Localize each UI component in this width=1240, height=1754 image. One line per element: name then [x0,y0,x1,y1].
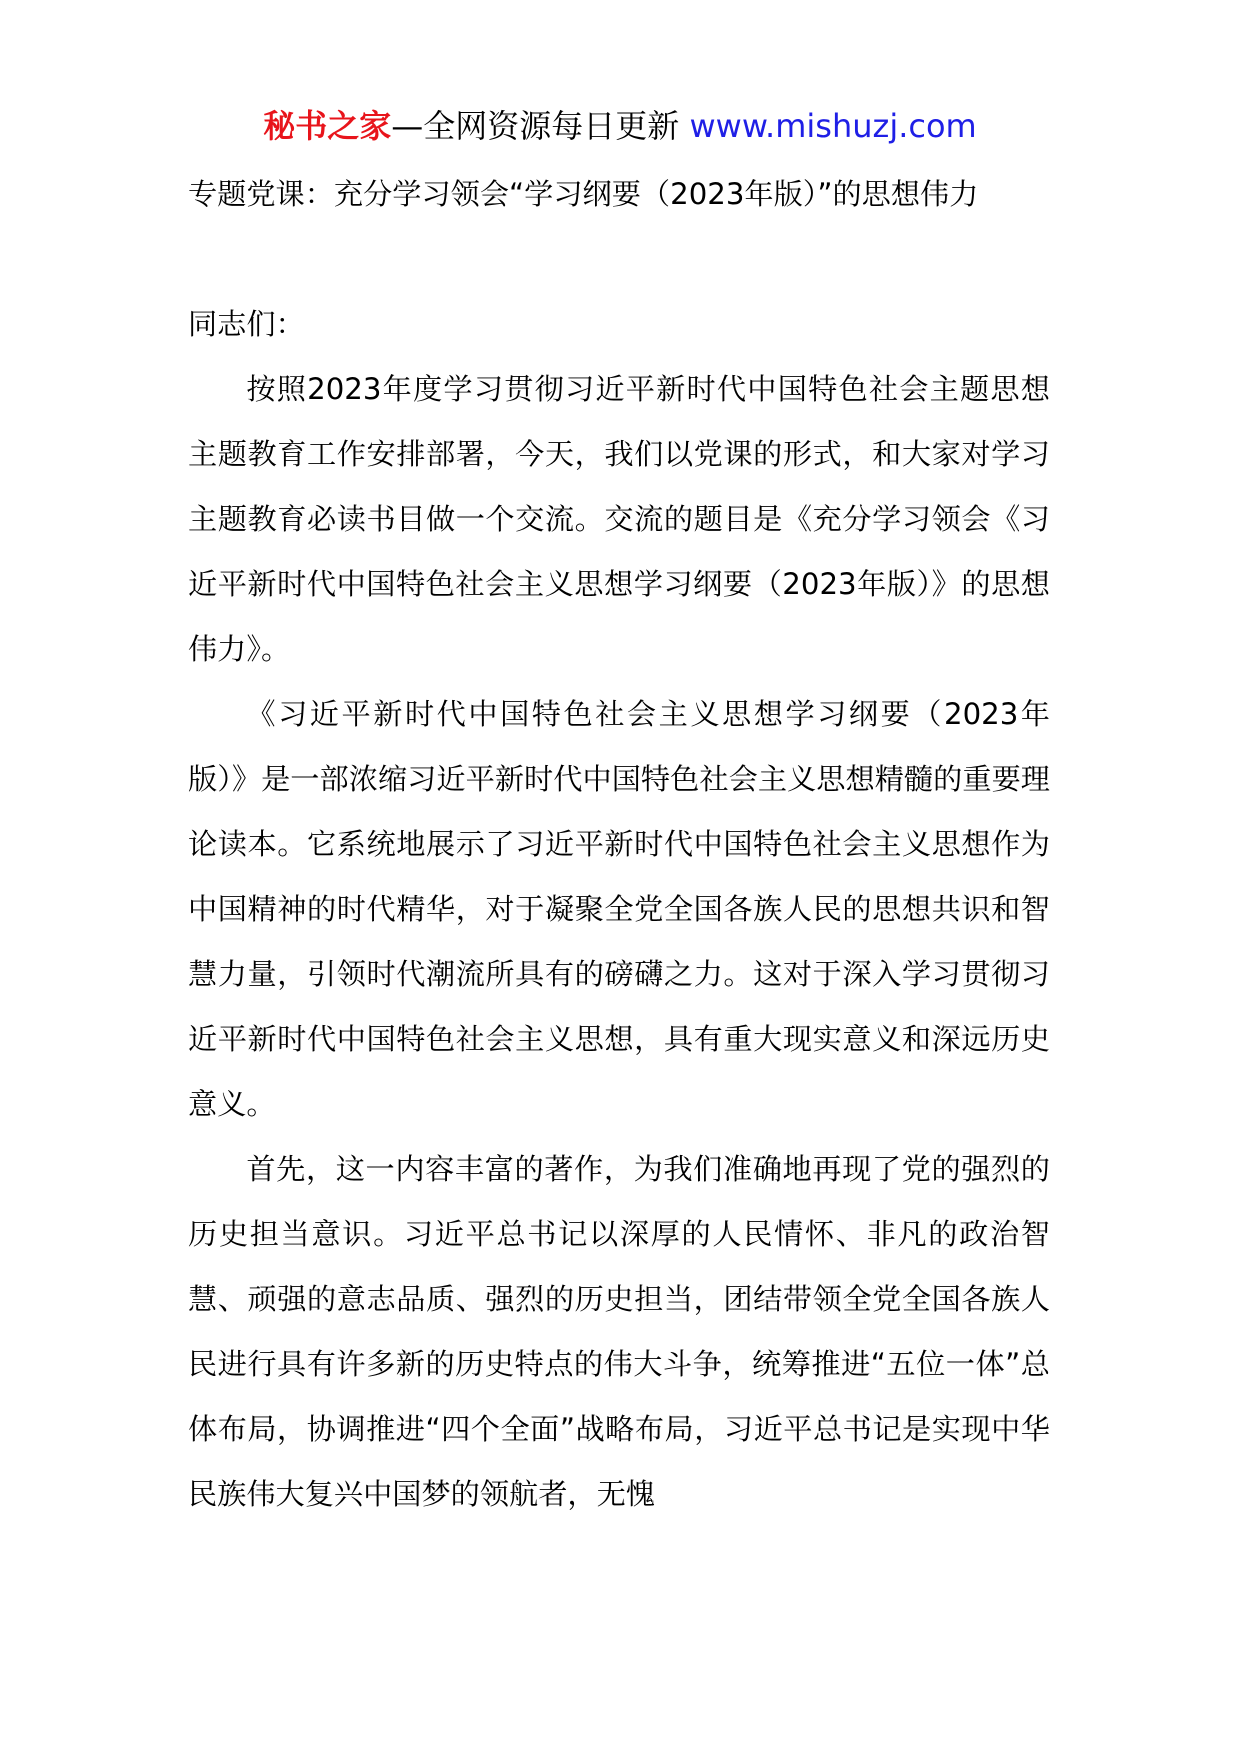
document-body [188,162,1050,1527]
document-title: 专题党课：充分学习领会“学习纲要（2023年版）”的思想伟力 [188,177,979,211]
blank-line [188,227,1050,292]
salutation: 同志们： [188,307,305,341]
paragraph-3: 首先，这一内容丰富的著作，为我们准确地再现了党的强烈的历史担当意识。习近平总书记以深厚的人民情怀、非凡的政治智慧、顽强的意志品质、强烈的历史担当，团结带领全党全国各族人民进行具有许多新的历史特点的伟大斗争，统筹推进“五位一体”总体布局，协调推进“四个全面”战略布局，习近平总书记是实现中华民族伟大复兴中国梦的领航者，无愧 [188,1152,1050,1511]
watermark-header [0,96,1240,156]
brand-tagline: —全网资源每日更新 [391,107,680,145]
paragraph-1: 按照2023年度学习贯彻习近平新时代中国特色社会主题思想主题教育工作安排部署，今天，我们以党课的形式，和大家对学习主题教育必读书目做一个交流。交流的题目是《充分学习领会《习近平新时代中国特色社会主义思想学习纲要（2023年版）》的思想伟力》。 [188,372,1050,666]
paragraph-2: 《习近平新时代中国特色社会主义思想学习纲要（2023年版）》是一部浓缩习近平新时代中国特色社会主义思想精髓的重要理论读本。它系统地展示了习近平新时代中国特色社会主义思想作为中国精神的时代精华，对于凝聚全党全国各族人民的思想共识和智慧力量，引领时代潮流所具有的磅礴之力。这对于深入学习贯彻习近平新时代中国特色社会主义思想，具有重大现实意义和深远历史意义。 [188,697,1050,1121]
brand-name: 秘书之家 [263,107,392,145]
site-url-link[interactable]: www.mishuzj.com [689,107,977,145]
